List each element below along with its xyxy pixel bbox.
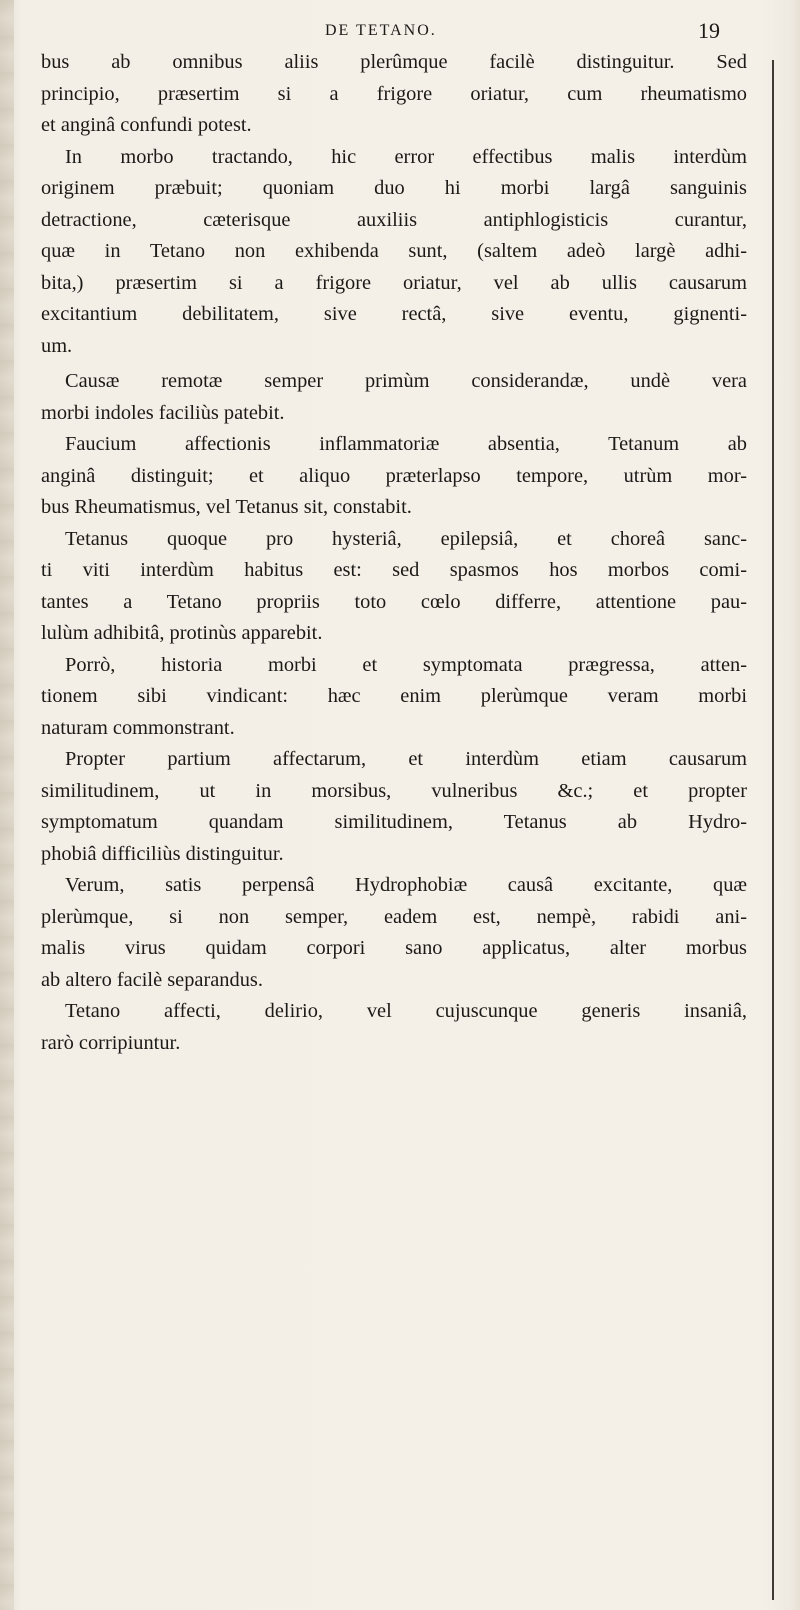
paragraph <box>41 524 747 650</box>
paragraph <box>41 47 747 142</box>
text-line: similitudinem, ut in morsibus, vulneribus &c.; et propter <box>41 779 747 802</box>
text-line: morbi indoles faciliùs patebit. <box>41 401 285 424</box>
text-line: Propter partium affectarum, et interdùm etiam causarum <box>65 748 747 770</box>
paragraph <box>41 870 747 996</box>
text-line: originem præbuit; quoniam duo hi morbi largâ sanguinis <box>41 177 747 199</box>
text-line: ab altero facilè separandus. <box>41 968 263 991</box>
text-line: um. <box>41 334 73 357</box>
text-line: Porrò, historia morbi et symptomata prægressa, atten- <box>65 653 747 676</box>
text-line: Tetanus quoque pro hysteriâ, epilepsiâ, et choreâ sanc- <box>65 527 747 550</box>
binding-edge <box>0 0 14 1610</box>
text-line: detractione, cæterisque auxiliis antiphlogisticis curantur, <box>41 208 747 231</box>
text-line: naturam commonstrant. <box>41 716 235 739</box>
text-line: lulùm adhibitâ, protinùs apparebit. <box>41 622 323 644</box>
text-line: et anginâ confundi potest. <box>41 114 252 136</box>
text-line: Causæ remotæ semper primùm considerandæ, undè vera <box>65 370 747 392</box>
paragraph <box>41 142 747 363</box>
text-line: Faucium affectionis inflammatoriæ absentia, Tetanum ab <box>65 433 747 455</box>
paragraph <box>41 996 747 1059</box>
text-line: phobiâ difficiliùs distinguitur. <box>41 842 284 865</box>
text-line: bus Rheumatismus, vel Tetanus sit, constabit. <box>41 496 412 518</box>
text-line: anginâ distinguit; et aliquo præterlapso tempore, utrùm mor- <box>41 464 747 487</box>
paragraph <box>41 366 747 429</box>
text-line: quæ in Tetano non exhibenda sunt, (saltem adeò largè adhi- <box>41 240 747 262</box>
running-head: DE TETANO. <box>325 22 437 39</box>
text-line: tionem sibi vindicant: hæc enim plerùmque veram morbi <box>41 685 747 707</box>
text-line: bita,) præsertim si a frigore oriatur, vel ab ullis causarum <box>41 271 747 294</box>
text-line: plerùmque, si non semper, eadem est, nempè, rabidi ani- <box>41 905 747 928</box>
text-line: symptomatum quandam similitudinem, Tetanus ab Hydro- <box>41 811 747 833</box>
text-line: tantes a Tetano propriis toto cœlo differre, attentione pau- <box>41 590 747 613</box>
text-line: excitantium debilitatem, sive rectâ, sive eventu, gignenti- <box>41 303 747 325</box>
paragraph <box>41 429 747 524</box>
paragraph <box>41 650 747 745</box>
text-line: Verum, satis perpensâ Hydrophobiæ causâ excitante, quæ <box>65 874 747 896</box>
text-line: bus ab omnibus aliis plerûmque facilè distinguitur. Sed <box>41 51 747 73</box>
text-line: principio, præsertim si a frigore oriatur, cum rheumatismo <box>41 82 747 105</box>
text-line: In morbo tractando, hic error effectibus malis interdùm <box>65 145 747 168</box>
text-line: ti viti interdùm habitus est: sed spasmos hos morbos comi- <box>41 559 747 581</box>
page-edge-rule <box>772 60 774 1600</box>
text-line: Tetano affecti, delirio, vel cujuscunque generis insaniâ, <box>65 1000 747 1022</box>
page-number: 19 <box>698 18 720 43</box>
paragraph <box>41 744 747 870</box>
text-line: malis virus quidam corpori sano applicatus, alter morbus <box>41 937 747 959</box>
text-line: rarò corripiuntur. <box>41 1031 181 1054</box>
body-text <box>41 47 747 1059</box>
